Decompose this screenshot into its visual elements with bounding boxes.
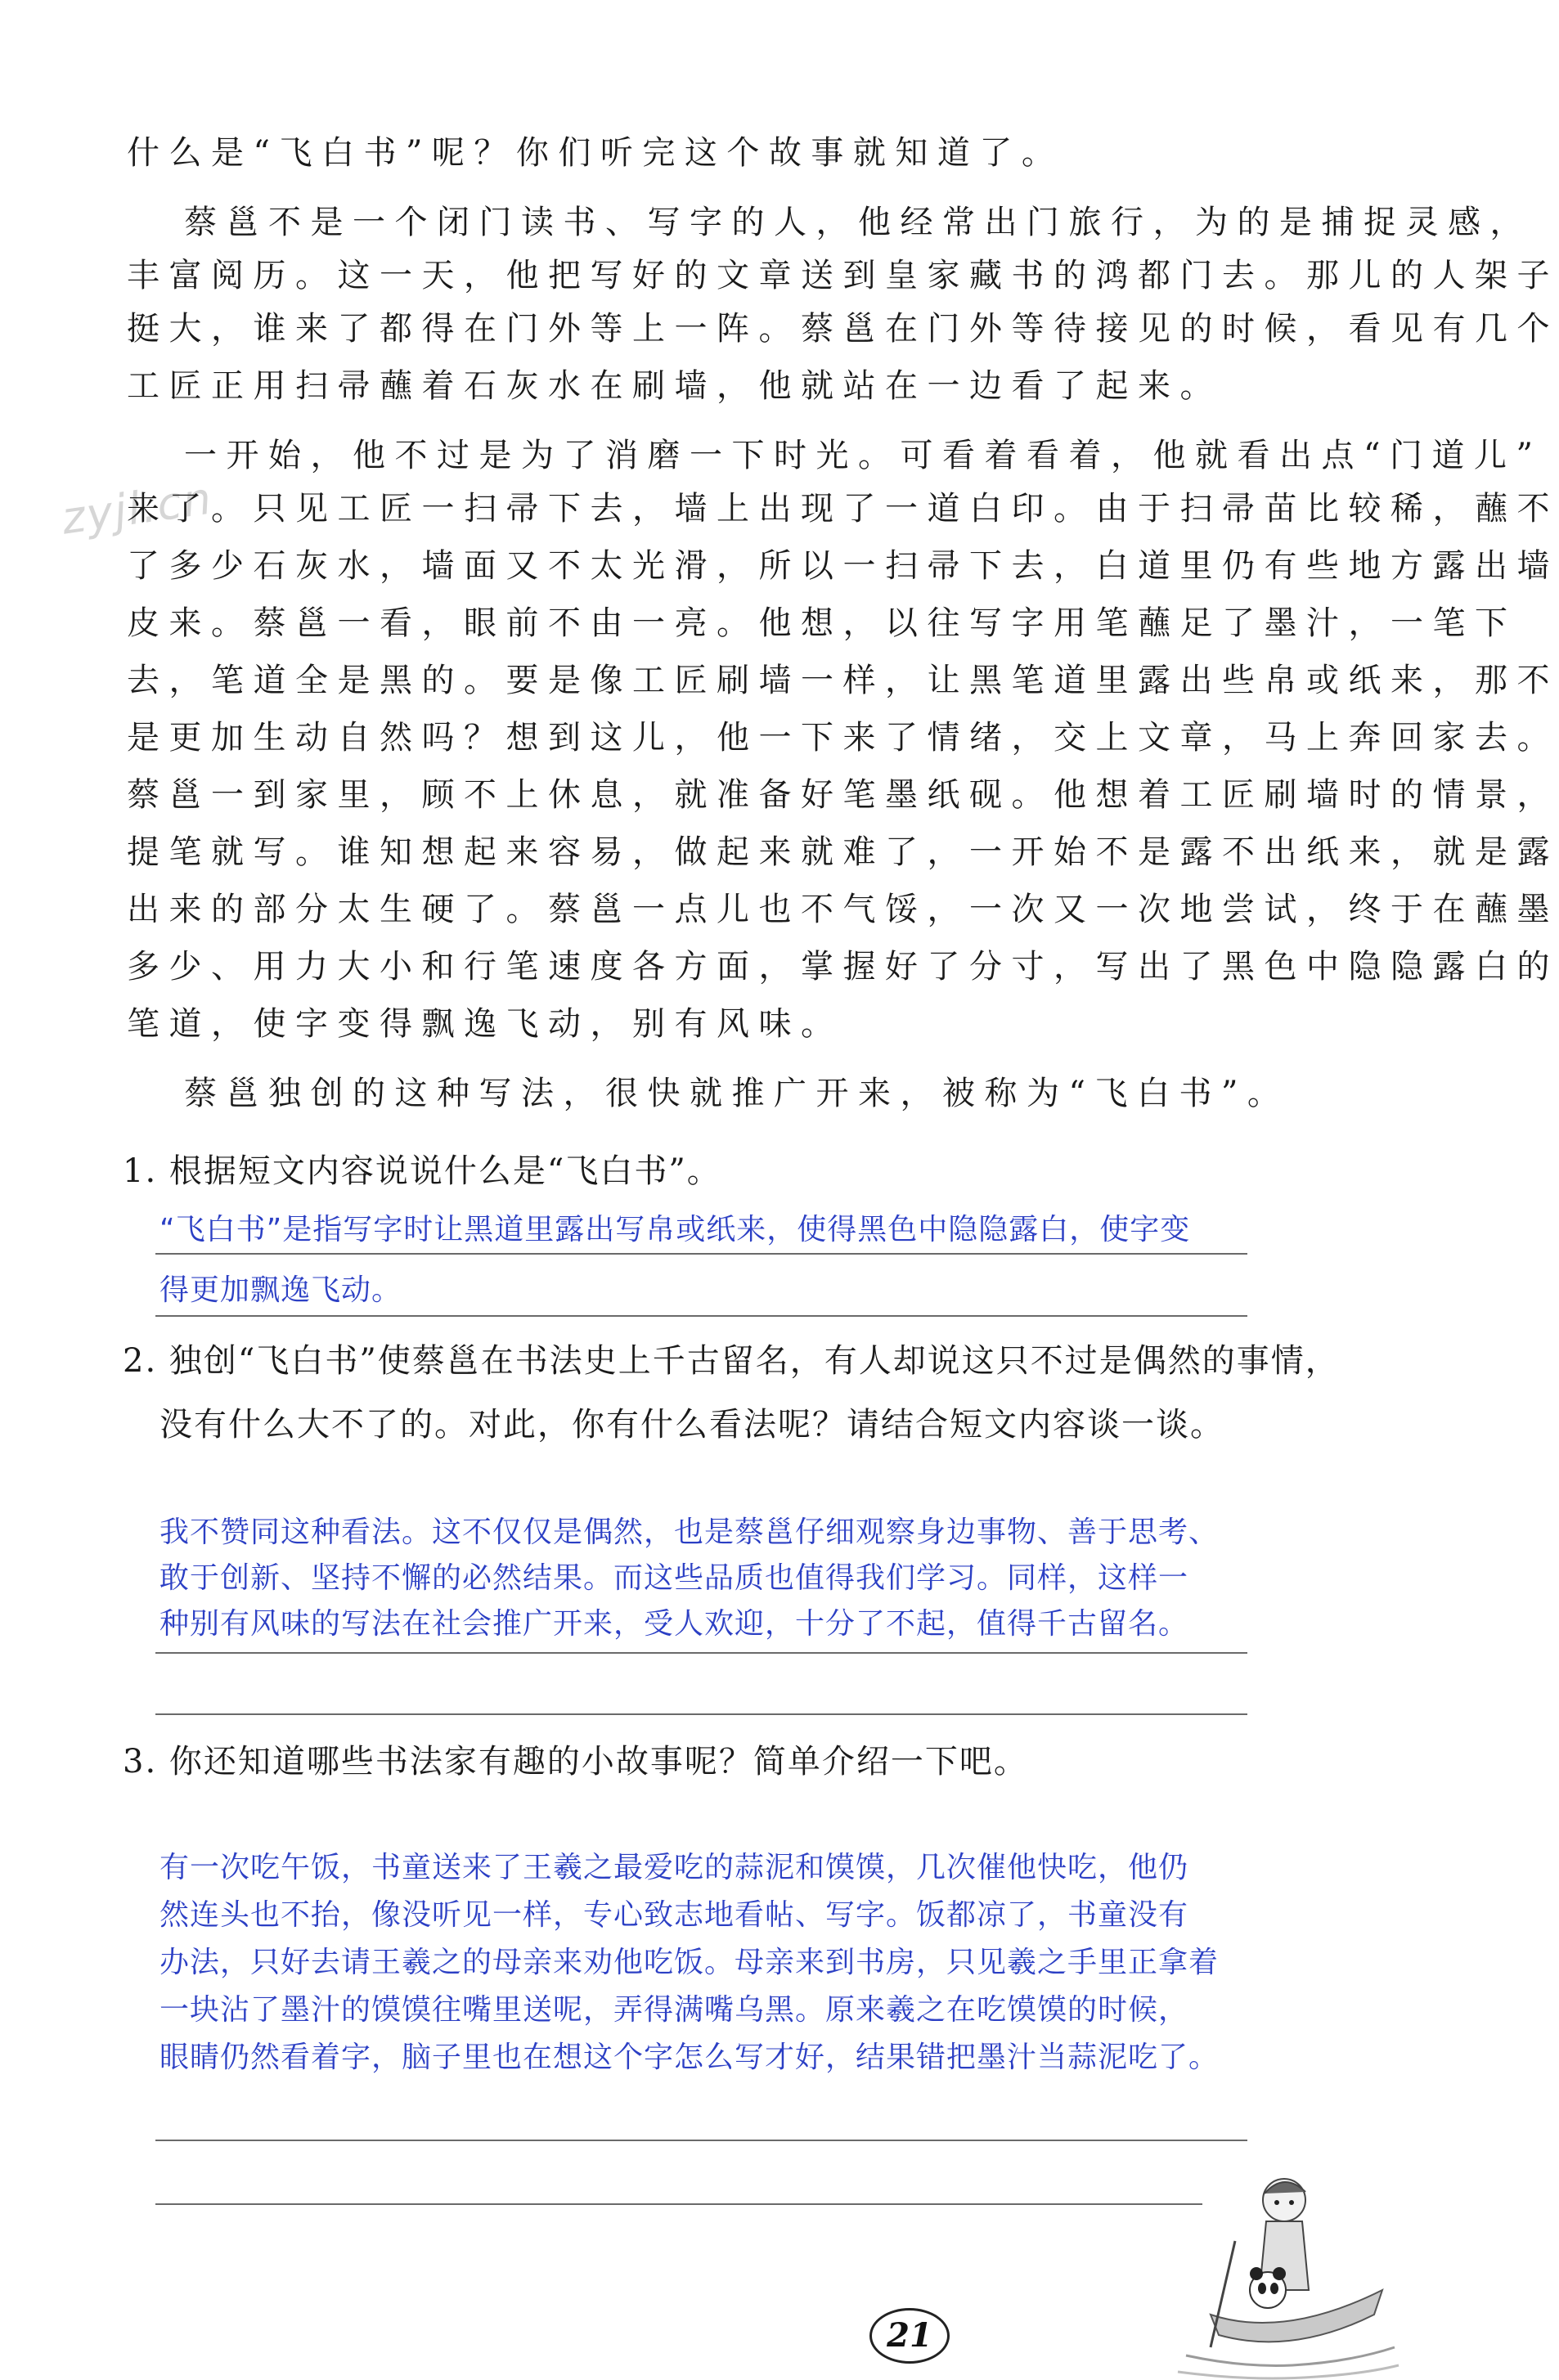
answer-line[interactable]: 一块沾了墨汁的馍馍往嘴里送呢，弄得满嘴乌黑。原来羲之在吃馍馍的时候，: [159, 1993, 1189, 2027]
answer-line[interactable]: 办法，只好去请王羲之的母亲来劝他吃饭。母亲来到书房，只见羲之手里正拿着: [159, 1946, 1220, 1979]
answer-line[interactable]: 我不赞同这种看法。这不仅仅是偶然，也是蔡邕仔细观察身边事物、善于思考、: [159, 1516, 1220, 1549]
answer-line[interactable]: 得更加飘逸飞动。: [159, 1273, 402, 1307]
answer-rule: [155, 2203, 1202, 2205]
watermark: zyjl.cn: [58, 472, 216, 545]
answer-line[interactable]: 然连头也不抬，像没听见一样，专心致志地看帖、写字。饭都凉了，书童没有: [159, 1898, 1189, 1932]
passage-line: 提笔就写。谁知想起来容易，做起来就难了，一开始不是露不出纸来，就是露: [127, 833, 1559, 871]
passage-line: 是更加生动自然吗？想到这儿，他一下来了情绪，交上文章，马上奔回家去。: [127, 719, 1559, 757]
passage-line: 挺大，谁来了都得在门外等上一阵。蔡邕在门外等待接见的时候，看见有几个: [127, 310, 1559, 348]
answer-line[interactable]: “飞白书”是指写字时让黑道里露出写帛或纸来，使得黑色中隐隐露白，使字变: [159, 1213, 1191, 1246]
passage-line: 了多少石灰水，墙面又不太光滑，所以一扫帚下去，白道里仍有些地方露出墙: [127, 547, 1559, 585]
passage-line: 蔡邕一到家里，顾不上休息，就准备好笔墨纸砚。他想着工匠刷墙时的情景，: [127, 776, 1559, 814]
passage-line: 蔡邕独创的这种写法，很快就推广开来，被称为“飞白书”。: [184, 1075, 1290, 1112]
passage-line: 什么是“飞白书”呢？你们听完这个故事就知道了。: [127, 134, 1064, 172]
answer-line[interactable]: 种别有风味的写法在社会推广开来，受人欢迎，十分了不起，值得千古留名。: [159, 1607, 1189, 1641]
passage-line: 多少、用力大小和行笔速度各方面，掌握好了分寸，写出了黑色中隐隐露白的: [127, 948, 1559, 986]
answer-rule: [155, 1652, 1247, 1654]
passage-line: 蔡邕不是一个闭门读书、写字的人，他经常出门旅行，为的是捕捉灵感，: [184, 204, 1532, 241]
passage-line: 笔道，使字变得飘逸飞动，别有风味。: [127, 1005, 843, 1043]
question-prompt: 2. 独创“飞白书”使蔡邕在书法史上千古留名，有人却说这只不过是偶然的事情，: [123, 1342, 1340, 1380]
passage-line: 去，笔道全是黑的。要是像工匠刷墙一样，让黑笔道里露出些帛或纸来，那不: [127, 662, 1559, 699]
passage-line: 出来的部分太生硬了。蔡邕一点儿也不气馁，一次又一次地尝试，终于在蘸墨: [127, 891, 1559, 928]
answer-rule: [155, 2140, 1247, 2141]
passage-line: 丰富阅历。这一天，他把写好的文章送到皇家藏书的鸿都门去。那儿的人架子: [127, 257, 1559, 294]
answer-line[interactable]: 敢于创新、坚持不懈的必然结果。而这些品质也值得我们学习。同样，这样一: [159, 1561, 1189, 1595]
answer-rule: [155, 1253, 1247, 1255]
answer-rule: [155, 1315, 1247, 1317]
page-number: 21: [869, 2308, 950, 2364]
answer-rule: [155, 1713, 1247, 1715]
answer-line[interactable]: 有一次吃午饭，书童送来了王羲之最爱吃的蒜泥和馍馍，几次催他快吃，他仍: [159, 1851, 1189, 1884]
passage-line: 一开始，他不过是为了消磨一下时光。可看着看着，他就看出点“门道儿”: [184, 437, 1543, 474]
passage-line: 来了。只见工匠一扫帚下去，墙上出现了一道白印。由于扫帚苗比较稀，蘸不: [127, 490, 1559, 528]
answer-line[interactable]: 眼睛仍然看着字，脑子里也在想这个字怎么写才好，结果错把墨汁当蒜泥吃了。: [159, 2041, 1220, 2074]
question-prompt: 1. 根据短文内容说说什么是“飞白书”。: [123, 1152, 721, 1190]
question-prompt: 3. 你还知道哪些书法家有趣的小故事呢？简单介绍一下吧。: [123, 1743, 1028, 1781]
boy-and-panda-illustration: [1178, 2151, 1399, 2380]
question-prompt: 没有什么大不了的。对此，你有什么看法呢？请结合短文内容谈一谈。: [159, 1406, 1224, 1444]
passage-line: 工匠正用扫帚蘸着石灰水在刷墙，他就站在一边看了起来。: [127, 367, 1222, 405]
passage-line: 皮来。蔡邕一看，眼前不由一亮。他想，以往写字用笔蘸足了墨汁，一笔下: [127, 604, 1517, 642]
